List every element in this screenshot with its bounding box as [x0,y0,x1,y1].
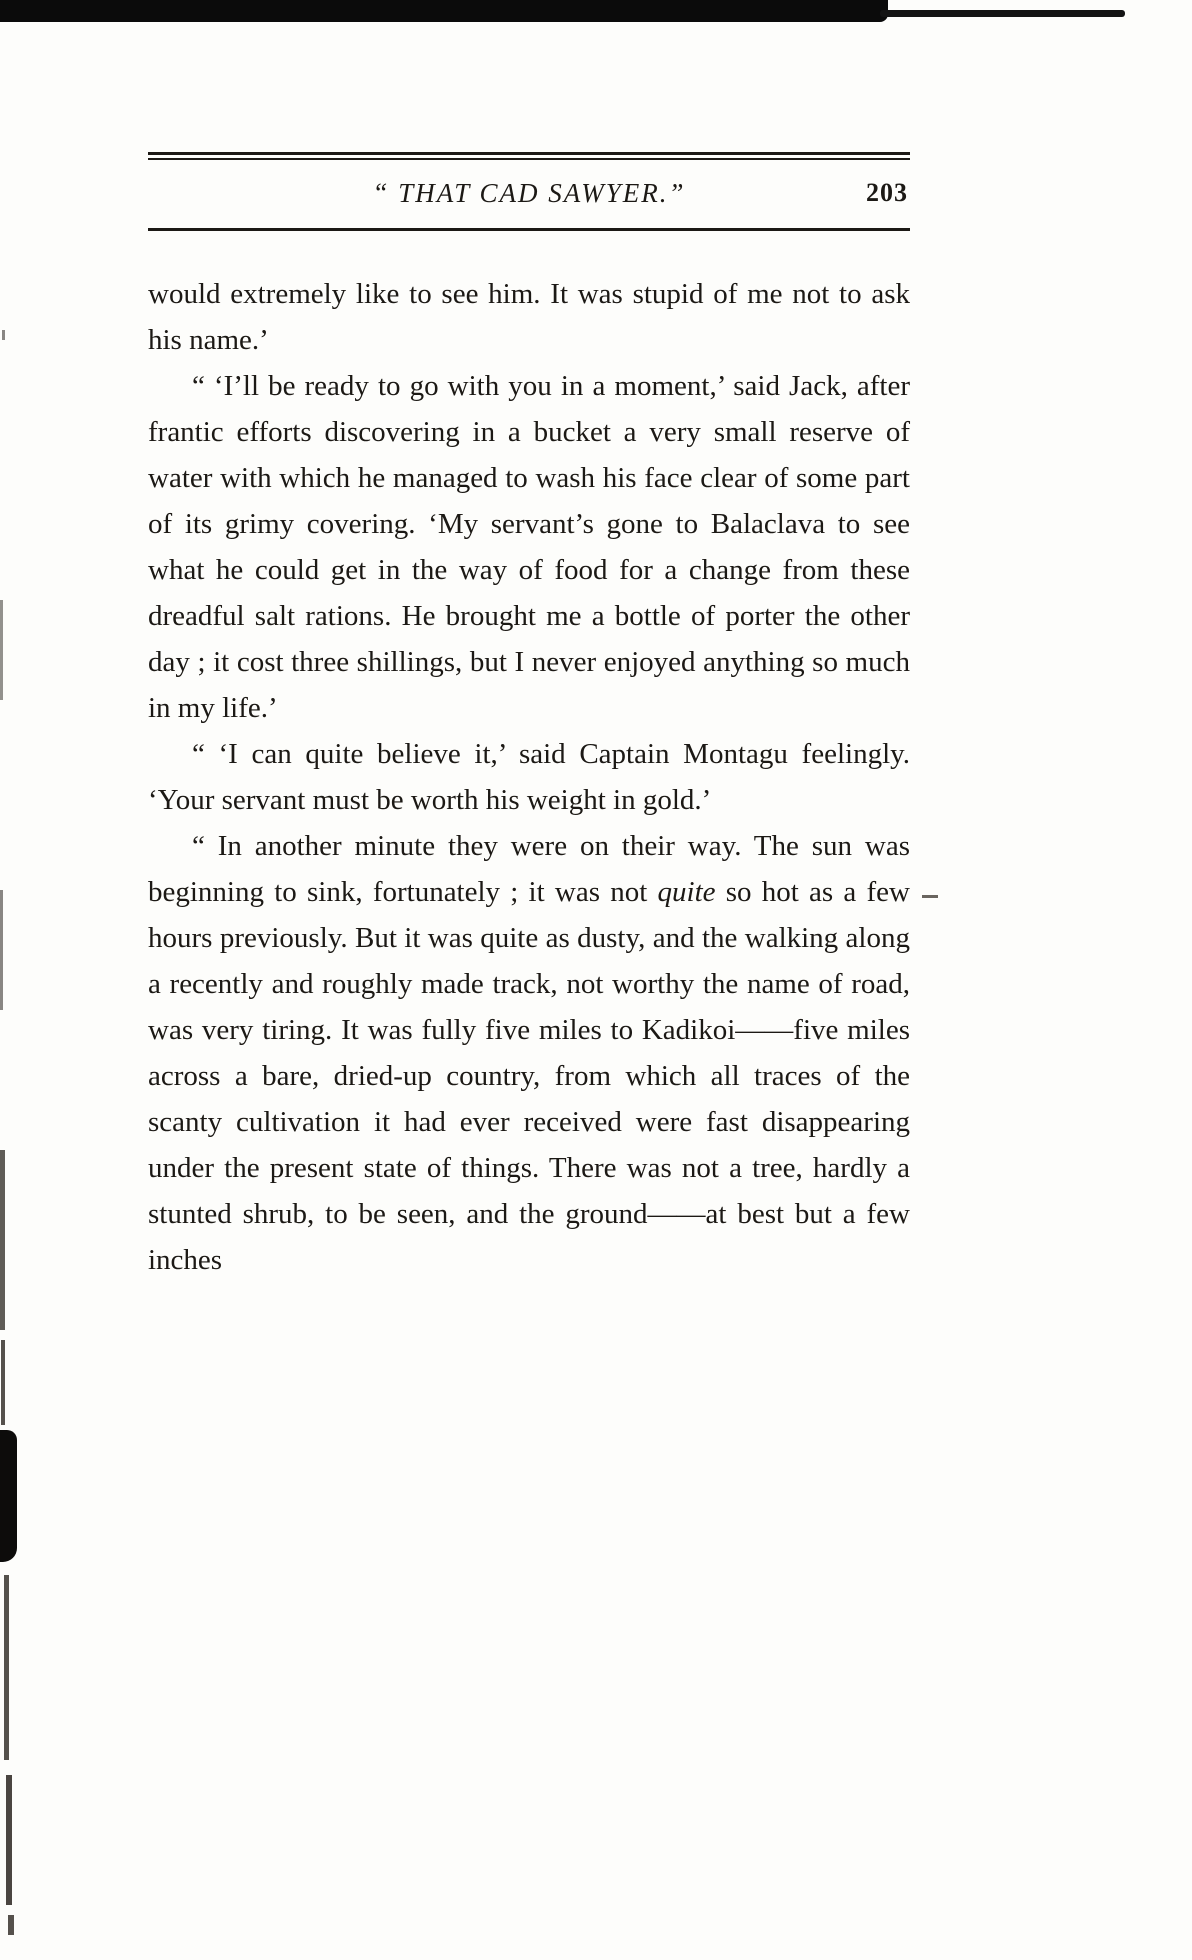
scan-artifact-top-bar [0,0,888,22]
text-run: “ ‘I can quite believe it,’ said Captain Montagu feelingly. ‘Your servant must be worth his weight in gold.’ [148,738,910,816]
text-run: would extremely like to see him. It was stupid of me not to ask his name.’ [148,278,910,356]
paragraph [148,731,910,823]
scan-artifact-right-dash [922,895,938,898]
scan-artifact-left-mark [4,1575,9,1760]
italic-text-run: quite [657,876,716,908]
scan-artifact-left-mark [1,1340,5,1425]
page-content [148,152,910,1283]
paragraph [148,363,910,731]
paragraph [148,823,910,1283]
text-run: so hot as a few hours previously. But it was quite as dusty, and the walking along a recently and roughly made track, not worthy the name of road, was very tiring. It was fully five miles to Kadikoi——five miles across a bare, dried-up country, from which all traces of the scanty cultivation it had ever received were fast disappearing under the present state of things. There was not a tree, hardly a stunted shrub, to be seen, and the ground——at best but a few inches [148,876,910,1276]
scan-artifact-left-mark [0,890,3,1010]
scan-artifact-left-mark [8,1915,14,1935]
text-run: “ ‘I’ll be ready to go with you in a moment,’ said Jack, after frantic efforts discovering in a bucket a very small reserve of water with which he managed to wash his face clear of some part of its grimy covering. ‘My servant’s gone to Balaclava to see what he could get in the way of food for a change from these dreadful salt rations. He brought me a bottle of porter the other day ; it cost three shillings, but I never enjoyed anything so much in my life.’ [148,370,910,724]
scan-artifact-top-line [880,10,1125,17]
page-number: 203 [866,178,908,207]
text-run: “ In another minute they were on their way. The sun was beginning to sink, fortunately ; it was not [148,830,910,908]
scan-artifact-left-mark [0,1150,5,1330]
paragraph [148,271,910,363]
header-rule-bottom [148,228,910,231]
scan-artifact-left-blob [0,1430,17,1562]
page-body [148,271,910,1283]
scan-artifact-left-mark [2,330,5,340]
page-header [148,176,910,226]
scan-artifact-left-mark [6,1775,12,1905]
running-title: “ THAT CAD SAWYER.” [372,178,686,208]
scan-artifact-left-mark [0,600,3,700]
header-rule-top [148,152,910,160]
